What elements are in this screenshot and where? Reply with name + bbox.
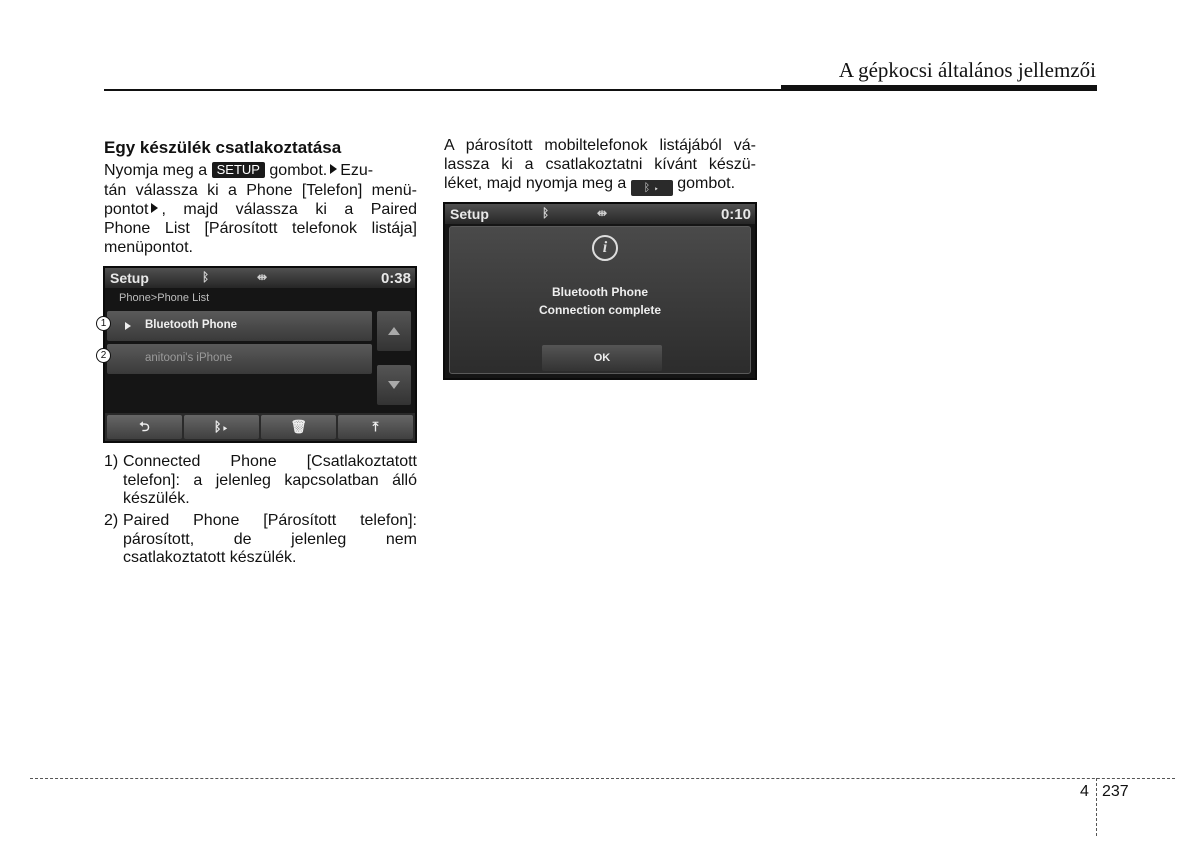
instruction-text: Ezu-: [340, 162, 374, 179]
ok-button[interactable]: OK: [542, 345, 662, 371]
connection-complete-screenshot: [443, 202, 757, 380]
bluetooth-icon: ᛒ: [202, 270, 210, 284]
footer-rule: [30, 778, 1175, 779]
screen-title: Setup: [450, 206, 489, 222]
breadcrumb: Phone>Phone List: [119, 292, 210, 304]
delete-button[interactable]: 🗑: [261, 415, 336, 439]
screen-clock: 0:38: [380, 270, 411, 287]
section-heading: Egy készülék csatlakoztatása: [104, 138, 342, 157]
list-item-paired-phone[interactable]: [107, 344, 372, 374]
instruction-line-1: [104, 162, 417, 181]
legend-text: Paired Phone [Párosított telefon]: párosított, de jelenleg nem csatlakoztatott készülék.: [123, 512, 417, 566]
callout-marker-2: 2: [96, 348, 111, 363]
instruction-line-3: [104, 201, 417, 220]
list-item-label: anitooni's iPhone: [145, 352, 233, 364]
instruction-text: gombot.: [677, 175, 736, 192]
right-instruction-line-3: [444, 175, 756, 196]
legend-number: 2): [104, 512, 119, 529]
scroll-down-button[interactable]: [377, 365, 411, 405]
screen-title: Setup: [110, 270, 149, 286]
popup-title: Bluetooth Phone: [552, 285, 648, 299]
instruction-text: , majd válassza ki a Paired: [161, 201, 417, 218]
screen-bottom-bar: [105, 413, 415, 441]
screen-topbar: [105, 268, 415, 288]
legend-text: Connected Phone [Csatlakoztatott telefon]: a jelenleg kapcsolatban álló készülék.: [123, 453, 417, 507]
phone-list-screenshot: [103, 266, 417, 443]
instruction-line-5: menüpontot.: [104, 239, 193, 256]
list-item-label: Bluetooth Phone: [145, 319, 237, 331]
instruction-text: pontot: [104, 201, 149, 218]
screen-topbar: [445, 204, 755, 224]
chevron-up-icon: [388, 327, 400, 335]
info-icon: i: [592, 235, 618, 261]
instruction-text: Nyomja meg a: [104, 162, 208, 179]
instruction-line-2: tán válassza ki a Phone [Telefon] menü-: [104, 182, 417, 199]
setup-key-badge: SETUP: [212, 162, 265, 178]
legend-item-connected-phone: [104, 453, 417, 509]
instruction-text: léket, majd nyomja meg a: [444, 175, 627, 192]
right-instruction-line-2: lassza ki a csatlakoztatni kívánt készü-: [444, 156, 756, 173]
instruction-line-4: Phone List [Párosított telefonok listája]: [104, 220, 417, 237]
screen-clock: 0:10: [720, 206, 751, 223]
scroll-up-button[interactable]: [377, 311, 411, 351]
play-arrow-icon: [125, 322, 131, 330]
arrow-right-icon: [151, 203, 158, 213]
bluetooth-connect-button[interactable]: ᛒ▸: [184, 415, 259, 439]
chapter-number: 4: [1080, 783, 1089, 800]
bluetooth-key-icon: ᛒ ▸: [631, 180, 673, 196]
legend-number: 1): [104, 453, 119, 470]
header-rule: [104, 89, 784, 91]
priority-button[interactable]: ⤒: [338, 415, 413, 439]
arrow-right-icon: [330, 164, 337, 174]
header-rule-thick: [781, 85, 1097, 91]
running-header-title: A gépkocsi általános jellemzői: [838, 58, 1096, 82]
usb-icon: ⇹: [597, 206, 608, 220]
bluetooth-icon: ᛒ: [542, 206, 550, 220]
callout-marker-1: 1: [96, 316, 111, 331]
list-item-bluetooth-phone[interactable]: [107, 311, 372, 341]
page-number: 237: [1102, 783, 1129, 800]
popup-message: Connection complete: [538, 303, 661, 317]
chevron-down-icon: [388, 381, 400, 389]
usb-icon: ⇹: [257, 270, 268, 284]
right-instruction-line-1: A párosított mobiltelefonok listájából vá-: [444, 137, 756, 154]
back-button[interactable]: ⮌: [107, 415, 182, 439]
legend-item-paired-phone: [104, 512, 417, 568]
footer-divider: [1096, 778, 1097, 836]
notification-popup: [449, 226, 751, 374]
instruction-text: gombot.: [269, 162, 328, 179]
